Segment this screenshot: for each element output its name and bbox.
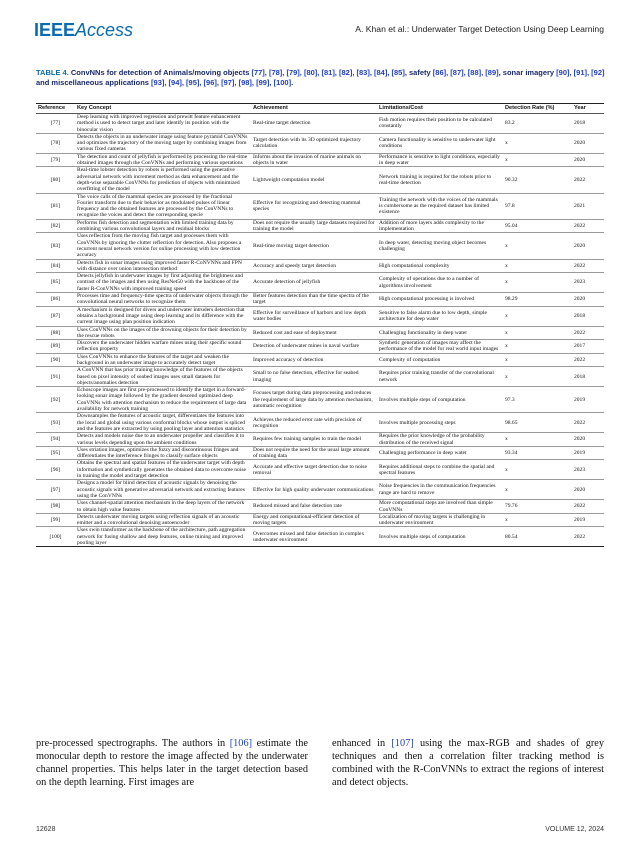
detection-rate-cell: 83.2 <box>503 114 572 134</box>
table-row <box>36 219 604 233</box>
key-concept-cell: Designs a model for blind detection of acoustic signals by denoising the acoustic signals with generative adversarial network and extracting features using the ConVNNs <box>75 480 251 500</box>
achievement-cell: Target detection with its 3D optimized trajectory calculation <box>251 133 377 153</box>
reference-cell: [99] <box>36 513 75 527</box>
text-run: . <box>291 78 294 87</box>
reference-cell: [90] <box>36 353 75 367</box>
table-row <box>36 114 604 134</box>
detection-rate-cell: 97.8 <box>503 193 572 219</box>
reference-cell: [80] <box>36 167 75 193</box>
reference-cell: [100] <box>36 527 75 547</box>
limitation-cell: In deep water, detecting moving object becomes challenging <box>377 233 503 259</box>
achievement-cell: Real-time moving target detection <box>251 233 377 259</box>
detection-rate-cell: 93.34 <box>503 446 572 460</box>
running-head: A. Khan et al.: Underwater Target Detection Using Deep Learning <box>355 24 604 34</box>
text-run: enhanced in <box>332 738 392 749</box>
table-row <box>36 259 604 273</box>
text-run: estimate the monocular depth to restore the image affected by the underwater channel properties. This helps later in the target detection based on the depth learning. First images are <box>36 738 308 788</box>
table-row <box>36 500 604 514</box>
limitation-cell: Challenging performance in deep water <box>377 446 503 460</box>
achievement-cell: Effective for high quality underwater communications <box>251 480 377 500</box>
reference-cell: [93] <box>36 413 75 433</box>
reference-cell: [96] <box>36 460 75 480</box>
detection-rate-cell: 98.29 <box>503 293 572 307</box>
achievement-cell: Accuracy and speedy target detection <box>251 259 377 273</box>
achievement-cell: Focuses target during data preprocessing and reduces the requirement of large data by attention mechanism, automatic recognition <box>251 387 377 413</box>
detection-rate-cell: x <box>503 326 572 340</box>
table-row <box>36 293 604 307</box>
table-row <box>36 233 604 259</box>
limitation-cell: Involves multiple steps of computation <box>377 387 503 413</box>
reference-cell: [81] <box>36 193 75 219</box>
text-run: ConvNNs for detection of Animals/moving objects <box>70 68 252 77</box>
achievement-cell: Overcomes missed and false detection in complex underwater environment <box>251 527 377 547</box>
column-header-limitations: Limitations/Cost <box>377 104 503 114</box>
year-cell: 2018 <box>572 367 604 387</box>
key-concept-cell: Real-time lobster detection by robots is performed using the generative adversarial network with increment method as data enhancement and the depth-wise separable ConVNNs for prediction of objects with minimized overfitting of the model <box>75 167 251 193</box>
limitation-cell: Localization of moving targets is challenging in underwater environment <box>377 513 503 527</box>
detection-rate-cell: x <box>503 480 572 500</box>
body-text-right-column <box>332 738 604 790</box>
table-row <box>36 387 604 413</box>
citation-link[interactable]: [93], [94], [95], [96], [97], [98], [99], [100] <box>151 78 292 87</box>
key-concept-cell: Uses channel-spatial attention mechanism in the deep layers of the network to obtain high value features <box>75 500 251 514</box>
citation-link[interactable]: [90], [91], [92] <box>556 68 605 77</box>
limitation-cell: Addition of more layers adds complexity to the implementation <box>377 219 503 233</box>
table-row <box>36 326 604 340</box>
key-concept-cell: Echoscope images are first pre-processed to identify the target in a forward-looking sonar image followed by the gradient descend optimized deep ConVNNs with attention mechanism to reduce the requirement of large data availability for network training <box>75 387 251 413</box>
limitation-cell: Complexity of operations due to a number of algorithms involvement <box>377 273 503 293</box>
citation-link[interactable]: [77], [78], [79], [80], [81], [82], [83], [84], [85] <box>251 68 405 77</box>
achievement-cell: Accurate and effective target detection due to noise removal <box>251 460 377 480</box>
table-row <box>36 513 604 527</box>
year-cell: 2019 <box>572 387 604 413</box>
table-row <box>36 480 604 500</box>
key-concept-cell: A mechanism is designed for divers and underwater intruders detection that obtains a background image using deep learning and its difference with the current image using plan position indication <box>75 306 251 326</box>
reference-cell: [84] <box>36 259 75 273</box>
detection-rate-cell: 90.32 <box>503 167 572 193</box>
table-row <box>36 153 604 167</box>
year-cell: 2023 <box>572 460 604 480</box>
year-cell: 2022 <box>572 353 604 367</box>
limitation-cell: Complexity of computation <box>377 353 503 367</box>
year-cell: 2018 <box>572 306 604 326</box>
table-header-row <box>36 104 604 114</box>
table-row <box>36 413 604 433</box>
key-concept-cell: Detects and models noise due to an underwater propeller and classifies it to various levels depending upon the ambient conditions <box>75 433 251 447</box>
text-run: using the max-RGB and shades of grey techniques and then a correlation filter tracking method is combined with the R-ConVNNs to extract the regions of interest and detect objects. <box>332 738 604 788</box>
achievement-cell: Achieves the reduced error rate with precision of recognition <box>251 413 377 433</box>
table-row <box>36 446 604 460</box>
detection-rate-cell: x <box>503 153 572 167</box>
key-concept-cell: Uses swin transformer as the backbone of the architecture, path aggregation network for fusing shallow and deep features, online mining and improved pooling layer <box>75 527 251 547</box>
achievement-cell: Better features detection than the time spectra of the target <box>251 293 377 307</box>
year-cell: 2020 <box>572 153 604 167</box>
limitation-cell: Fish motion requires their position to be calculated constantly <box>377 114 503 134</box>
year-cell: 2022 <box>572 500 604 514</box>
table-body <box>36 114 604 547</box>
detection-rate-cell: x <box>503 133 572 153</box>
year-cell: 2022 <box>572 326 604 340</box>
year-cell: 2019 <box>572 513 604 527</box>
limitation-cell: Involves multiple processing steps <box>377 413 503 433</box>
year-cell: 2020 <box>572 233 604 259</box>
year-cell: 2022 <box>572 527 604 547</box>
reference-cell: [88] <box>36 326 75 340</box>
detection-rate-cell: 97.3 <box>503 387 572 413</box>
limitation-cell: More computational steps are involved than simple ConVNNs <box>377 500 503 514</box>
key-concept-cell: Downsamples the features of acoustic target, differentiates the features into the local and global using various conformal blocks whose output is spliced and the features are extracted by using pooling layer and attention statistics <box>75 413 251 433</box>
limitation-cell: Synthetic generation of images may affect the performance of the model for real world input images <box>377 340 503 354</box>
achievement-cell: Reduced missed and false detection rate <box>251 500 377 514</box>
detection-rate-cell: x <box>503 513 572 527</box>
year-cell: 2022 <box>572 413 604 433</box>
column-header-year: Year <box>572 104 604 114</box>
detection-rate-cell: x <box>503 367 572 387</box>
limitation-cell: Challenging functionality in deep water <box>377 326 503 340</box>
table-row <box>36 167 604 193</box>
limitation-cell: Sensitive to false alarm due to low depth, simple architecture for deep water <box>377 306 503 326</box>
year-cell: 2018 <box>572 114 604 134</box>
reference-cell: [83] <box>36 233 75 259</box>
key-concept-cell: Detects fish in sonar images using improved faster R-CoNVNNs and FPN with distance over union intersection method <box>75 259 251 273</box>
column-header-achievement: Achievement <box>251 104 377 114</box>
detection-rate-cell: x <box>503 259 572 273</box>
key-concept-cell: Uses striation images, optimizes the fuzzy and discontinuous fringes and differentiates the interference fringes to classify surface objects <box>75 446 251 460</box>
limitation-cell: Requires additional steps to combine the spatial and spectral features <box>377 460 503 480</box>
reference-cell: [92] <box>36 387 75 413</box>
detection-rate-cell: x <box>503 433 572 447</box>
detection-rate-cell: x <box>503 340 572 354</box>
reference-cell: [77] <box>36 114 75 134</box>
detection-rate-cell: x <box>503 233 572 259</box>
key-concept-cell: Detects the objects in an underwater image using feature pyramid ConVNNs and optimizes the trajectory of the moving target by combining images from various fixed cameras <box>75 133 251 153</box>
text-run: and miscellaneous applications <box>36 78 152 87</box>
reference-cell: [94] <box>36 433 75 447</box>
detection-rate-cell: x <box>503 460 572 480</box>
table-row <box>36 433 604 447</box>
table-row <box>36 193 604 219</box>
achievement-cell: Real-time target detection <box>251 114 377 134</box>
detection-rate-cell: 95.04 <box>503 219 572 233</box>
limitation-cell: Involves multiple steps of computation <box>377 527 503 547</box>
citation-link[interactable]: [86], [87], [88], [89] <box>432 68 499 77</box>
detection-table <box>36 103 604 547</box>
achievement-cell: Small to no false detection, effective for seabed imaging <box>251 367 377 387</box>
key-concept-cell: The voice calls of the mammal species are processed by the fractional Fourier transform due to their behavior as modulated pulses of linear frequency and the obtained features are processed by the ConVNNs to recognize the voices and detect the corresponding specie <box>75 193 251 219</box>
year-cell: 2022 <box>572 167 604 193</box>
text-run: , safety <box>404 68 433 77</box>
ieee-access-logo: IEEEAccess <box>34 20 134 40</box>
citation-link[interactable]: [106] <box>229 738 253 749</box>
limitation-cell: Training the network with the voices of the mammals is cumbersome as the required dataset has limited existence <box>377 193 503 219</box>
key-concept-cell: Obtains the spectral and spatial features of the underwater target with depth information and synthetically generates the obtained data to overcome noise in training the model and target detection <box>75 460 251 480</box>
achievement-cell: Does not require the need for the usual large amount of training data <box>251 446 377 460</box>
column-header-key-concept: Key Concept <box>75 104 251 114</box>
page-header <box>34 20 604 40</box>
volume-info: VOLUME 12, 2024 <box>545 826 604 833</box>
table-caption <box>36 68 606 88</box>
table-row <box>36 340 604 354</box>
detection-rate-cell: 98.65 <box>503 413 572 433</box>
reference-cell: [86] <box>36 293 75 307</box>
table-row <box>36 527 604 547</box>
table-row <box>36 306 604 326</box>
year-cell: 2023 <box>572 273 604 293</box>
page-number: 12628 <box>36 826 56 833</box>
detection-rate-cell: x <box>503 353 572 367</box>
year-cell: 2020 <box>572 433 604 447</box>
citation-link[interactable]: [107] <box>391 738 414 749</box>
achievement-cell: Effective for surveillance of harbors and low depth water bodies <box>251 306 377 326</box>
achievement-cell: Informs about the invasion of marine animals on objects in water <box>251 153 377 167</box>
key-concept-cell: Uses ConVNNs on the images of the drowning objects for their detection by the rescue robots <box>75 326 251 340</box>
body-text-left-column <box>36 738 308 790</box>
achievement-cell: Requires few training samples to train the model <box>251 433 377 447</box>
key-concept-cell: Deep learning with improved regression and prewitt feature enhancement method is used to detect target and later identify its position with the binocular vision <box>75 114 251 134</box>
achievement-cell: Effective for recognizing and detecting mammal species <box>251 193 377 219</box>
limitation-cell: Performance is sensitive to light conditions, especially in deep water <box>377 153 503 167</box>
year-cell: 2019 <box>572 446 604 460</box>
reference-cell: [98] <box>36 500 75 514</box>
key-concept-cell: Processes time and frequency-time spectra of underwater objects through the convolutional neural networks to recognize them <box>75 293 251 307</box>
table-label: TABLE 4. <box>36 68 69 77</box>
text-run: pre-processed spectrographs. The authors in <box>36 738 230 749</box>
reference-cell: [82] <box>36 219 75 233</box>
year-cell: 2017 <box>572 340 604 354</box>
table-row <box>36 133 604 153</box>
year-cell: 2021 <box>572 193 604 219</box>
year-cell: 2020 <box>572 133 604 153</box>
key-concept-cell: Uses reflection from the moving fish target and processes them with ConVNNs by ignoring the clutter reflection for detection. Also proposes a recurrent neural network version for online processing with low detection accuracy <box>75 233 251 259</box>
key-concept-cell: A ConVNN that has prior training knowledge of the features of the objects based on pixel intensity of seabed images uses small datasets for objects/anomalies detection <box>75 367 251 387</box>
limitation-cell: Camera functionality is sensitive to underwater light conditions <box>377 133 503 153</box>
key-concept-cell: Detects jellyfish in underwater images by first adjusting the brightness and contrast of the images and then using ResNet50 with the backbone of the faster R-ConVNNs with improved training speed <box>75 273 251 293</box>
table-row <box>36 367 604 387</box>
reference-cell: [91] <box>36 367 75 387</box>
achievement-cell: Reduced cost and ease of deployment <box>251 326 377 340</box>
limitation-cell: High computational processing is involved <box>377 293 503 307</box>
achievement-cell: Does not require the usually large datasets required for training the model <box>251 219 377 233</box>
limitation-cell: Network training is required for the robots prior to real-time detection <box>377 167 503 193</box>
table-row <box>36 460 604 480</box>
key-concept-cell: Uses ConVNNs to enhance the features of the target and weaken the background in an underwater image to accurately detect target <box>75 353 251 367</box>
key-concept-cell: Detects underwater moving targets using reflection signals of an acoustic emitter and a convolutional denoising autoencoder <box>75 513 251 527</box>
year-cell: 2020 <box>572 480 604 500</box>
table-row <box>36 353 604 367</box>
reference-cell: [79] <box>36 153 75 167</box>
reference-cell: [87] <box>36 306 75 326</box>
detection-rate-cell: 80.54 <box>503 527 572 547</box>
achievement-cell: Energy and computational-efficient detection of moving targets <box>251 513 377 527</box>
table-caption-text <box>36 68 605 87</box>
reference-cell: [95] <box>36 446 75 460</box>
year-cell: 2022 <box>572 219 604 233</box>
achievement-cell: Improved accuracy of detection <box>251 353 377 367</box>
detection-rate-cell: x <box>503 306 572 326</box>
reference-cell: [97] <box>36 480 75 500</box>
key-concept-cell: Performs fish detection and segmentation with limited training data by combining various convolutional layers and residual blocks <box>75 219 251 233</box>
limitation-cell: Requires the prior knowledge of the probability distribution of the received signal <box>377 433 503 447</box>
key-concept-cell: Discovers the underwater hidden warfare mines using their specific sound reflection property <box>75 340 251 354</box>
reference-cell: [78] <box>36 133 75 153</box>
column-header-reference: Reference <box>36 104 75 114</box>
key-concept-cell: The detection and count of jellyfish is performed by processing the real-time obtained images through the ConVNNs and performing various operations <box>75 153 251 167</box>
limitation-cell: Noise frequencies in the communication frequencies range are hard to remove <box>377 480 503 500</box>
table-row <box>36 273 604 293</box>
limitation-cell: High computational complexity <box>377 259 503 273</box>
year-cell: 2020 <box>572 293 604 307</box>
detection-rate-cell: x <box>503 273 572 293</box>
achievement-cell: Accurate detection of jellyfish <box>251 273 377 293</box>
reference-cell: [89] <box>36 340 75 354</box>
text-run: , sonar imagery <box>498 68 557 77</box>
limitation-cell: Requires prior training transfer of the convolutional network <box>377 367 503 387</box>
year-cell: 2022 <box>572 259 604 273</box>
achievement-cell: Detection of underwater mines in naval warfare <box>251 340 377 354</box>
achievement-cell: Lightweight computation model <box>251 167 377 193</box>
detection-rate-cell: 79.76 <box>503 500 572 514</box>
reference-cell: [85] <box>36 273 75 293</box>
column-header-detection-rate: Detection Rate (%) <box>503 104 572 114</box>
